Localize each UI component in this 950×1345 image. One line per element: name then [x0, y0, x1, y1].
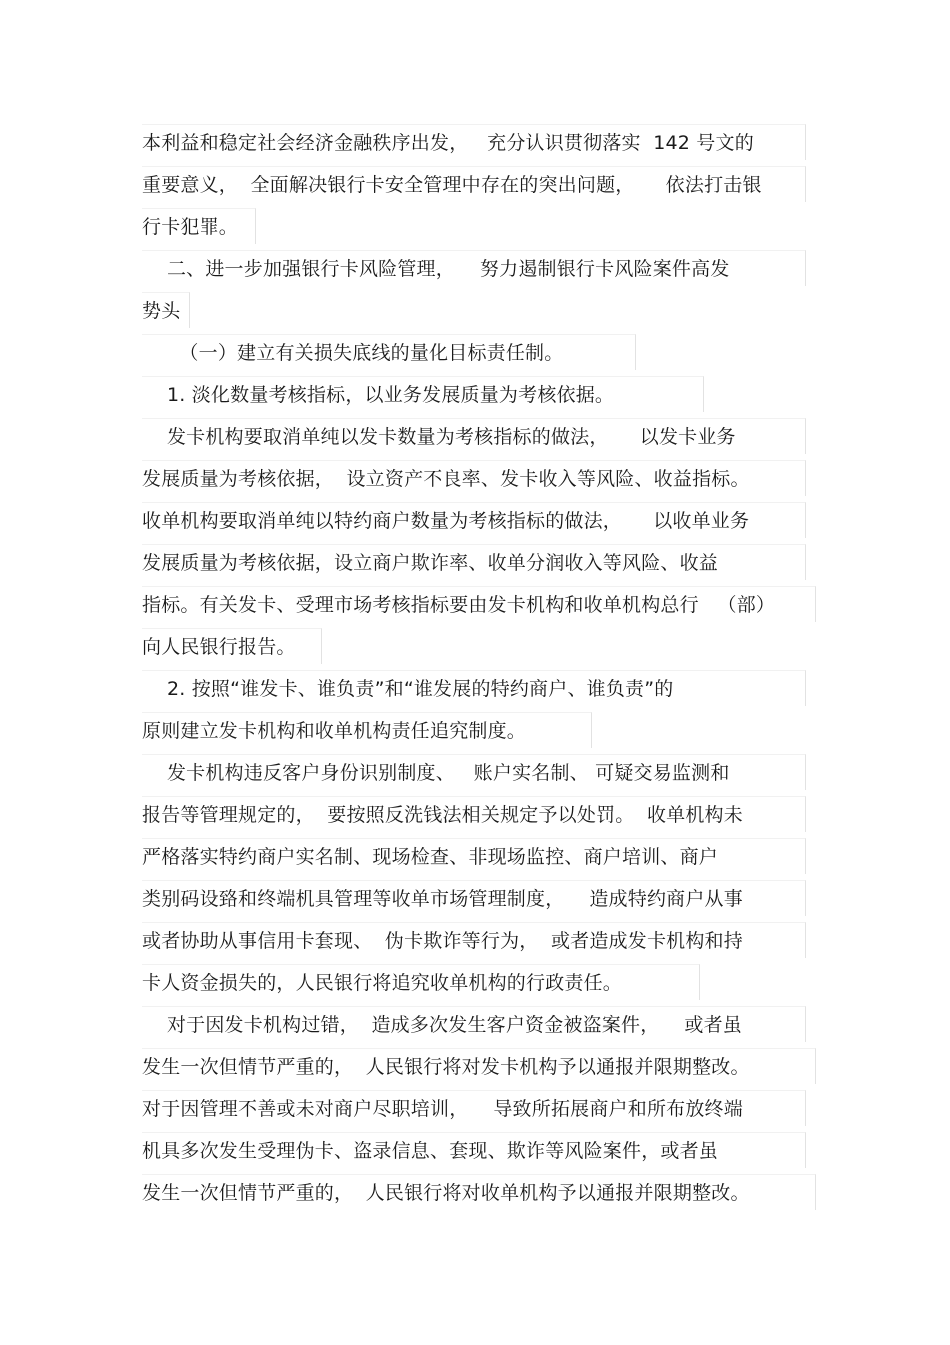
text-line: 报告等管理规定的， 要按照反洗钱法相关规定予以处罚。 收单机构未 — [142, 796, 806, 832]
text-line: 2. 按照“谁发卡、谁负责”和“谁发展的特约商户、谁负责”的 — [142, 670, 806, 706]
text-line: （一）建立有关损失底线的量化目标责任制。 — [142, 334, 636, 370]
text-line: 发展质量为考核依据，设立商户欺诈率、收单分润收入等风险、收益 — [142, 544, 806, 580]
text-line: 严格落实特约商户实名制、现场检查、非现场监控、商户培训、商户 — [142, 838, 806, 874]
text-line: 势头 — [142, 292, 190, 328]
text-line: 行卡犯罪。 — [142, 208, 256, 244]
text-line: 发展质量为考核依据， 设立资产不良率、发卡收入等风险、收益指标。 — [142, 460, 806, 496]
text-line: 发生一次但情节严重的， 人民银行将对发卡机构予以通报并限期整改。 — [142, 1048, 816, 1084]
text-line: 原则建立发卡机构和收单机构责任追究制度。 — [142, 712, 592, 748]
text-line: 发生一次但情节严重的， 人民银行将对收单机构予以通报并限期整改。 — [142, 1174, 816, 1210]
text-line: 发卡机构违反客户身份识别制度、 账户实名制、 可疑交易监测和 — [142, 754, 806, 790]
text-line: 对于因发卡机构过错， 造成多次发生客户资金被盗案件， 或者虽 — [142, 1006, 806, 1042]
text-line: 或者协助从事信用卡套现、 伪卡欺诈等行为， 或者造成发卡机构和持 — [142, 922, 806, 958]
text-line: 本利益和稳定社会经济金融秩序出发， 充分认识贯彻落实 142 号文的 — [142, 124, 806, 160]
text-line: 重要意义， 全面解决银行卡安全管理中存在的突出问题， 依法打击银 — [142, 166, 806, 202]
text-line: 收单机构要取消单纯以特约商户数量为考核指标的做法， 以收单业务 — [142, 502, 806, 538]
text-line: 指标。有关发卡、受理市场考核指标要由发卡机构和收单机构总行 （部） — [142, 586, 816, 622]
text-line: 对于因管理不善或未对商户尽职培训， 导致所拓展商户和所布放终端 — [142, 1090, 806, 1126]
text-line: 向人民银行报告。 — [142, 628, 322, 664]
text-line: 卡人资金损失的，人民银行将追究收单机构的行政责任。 — [142, 964, 700, 1000]
text-line: 机具多次发生受理伪卡、盗录信息、套现、欺诈等风险案件，或者虽 — [142, 1132, 806, 1168]
text-line: 类别码设臵和终端机具管理等收单市场管理制度， 造成特约商户从事 — [142, 880, 806, 916]
text-line: 二、进一步加强银行卡风险管理， 努力遏制银行卡风险案件高发 — [142, 250, 806, 286]
text-line: 1. 淡化数量考核指标，以业务发展质量为考核依据。 — [142, 376, 704, 412]
text-line: 发卡机构要取消单纯以发卡数量为考核指标的做法， 以发卡业务 — [142, 418, 806, 454]
